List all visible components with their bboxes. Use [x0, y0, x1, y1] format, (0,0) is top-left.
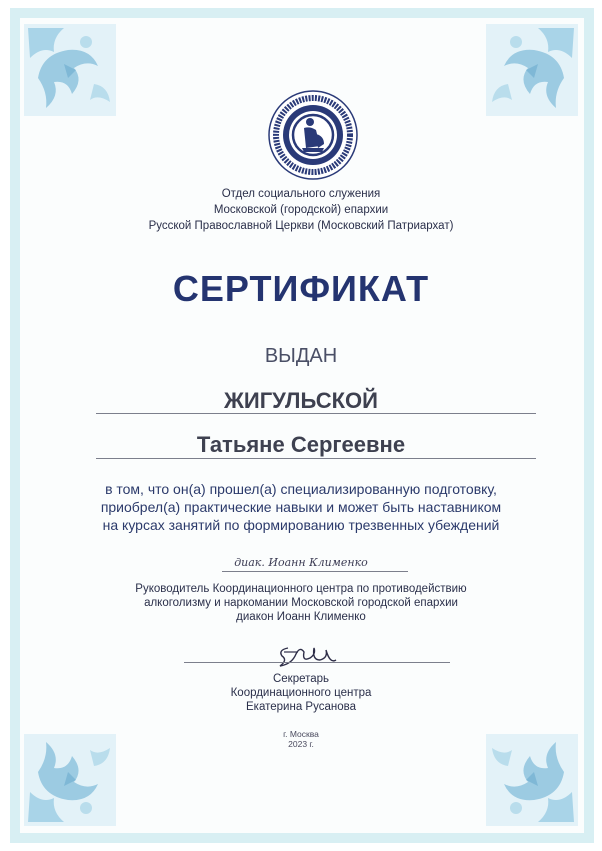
head-signatory-line: диакон Иоанн Клименко: [236, 611, 366, 623]
department-block: [0, 186, 602, 234]
head-signatory-block: [0, 582, 602, 624]
secretary-line: Екатерина Русанова: [246, 701, 356, 713]
name-underline: [96, 458, 536, 459]
corner-ornament-icon: [24, 24, 116, 116]
head-signature: диак. Иоанн Клименко: [234, 556, 368, 569]
department-line: Отдел социального служения: [221, 188, 381, 200]
recipient-given-names: Татьяне Сергеевне: [196, 432, 406, 457]
certificate-title: СЕРТИФИКАТ: [172, 268, 430, 309]
head-signature-line: [222, 571, 408, 572]
description-line: в том, что он(а) прошел(а) специализированную подготовку,: [105, 481, 497, 497]
head-signatory-line: Руководитель Координационного центра по противодействию: [135, 583, 467, 595]
secretary-signature-icon: [274, 640, 344, 672]
recipient-surname: ЖИГУЛЬСКОЙ: [224, 388, 378, 413]
head-signatory-line: алкоголизму и наркомании Московской городской епархии: [144, 597, 458, 609]
secretary-line: Секретарь: [272, 673, 330, 685]
corner-ornament-icon: [486, 24, 578, 116]
secretary-block: [0, 672, 602, 714]
year-text: 2023 г.: [288, 739, 314, 749]
issued-label: ВЫДАН: [264, 345, 338, 367]
place-and-date: [0, 729, 602, 749]
secretary-line: Координационного центра: [230, 687, 372, 699]
certificate-description: [0, 480, 602, 534]
secretary-signature-line: [184, 662, 450, 663]
social-service-emblem-icon: [266, 88, 360, 182]
description-line: приобрел(а) практические навыки и может быть наставником: [100, 499, 502, 515]
department-line: Московской (городской) епархии: [213, 204, 389, 216]
city-text: г. Москва: [283, 729, 319, 739]
surname-underline: [96, 413, 536, 414]
department-line: Русской Православной Церкви (Московский Патриархат): [148, 220, 454, 232]
description-line: на курсах занятий по формированию трезвенных убеждений: [102, 517, 500, 533]
